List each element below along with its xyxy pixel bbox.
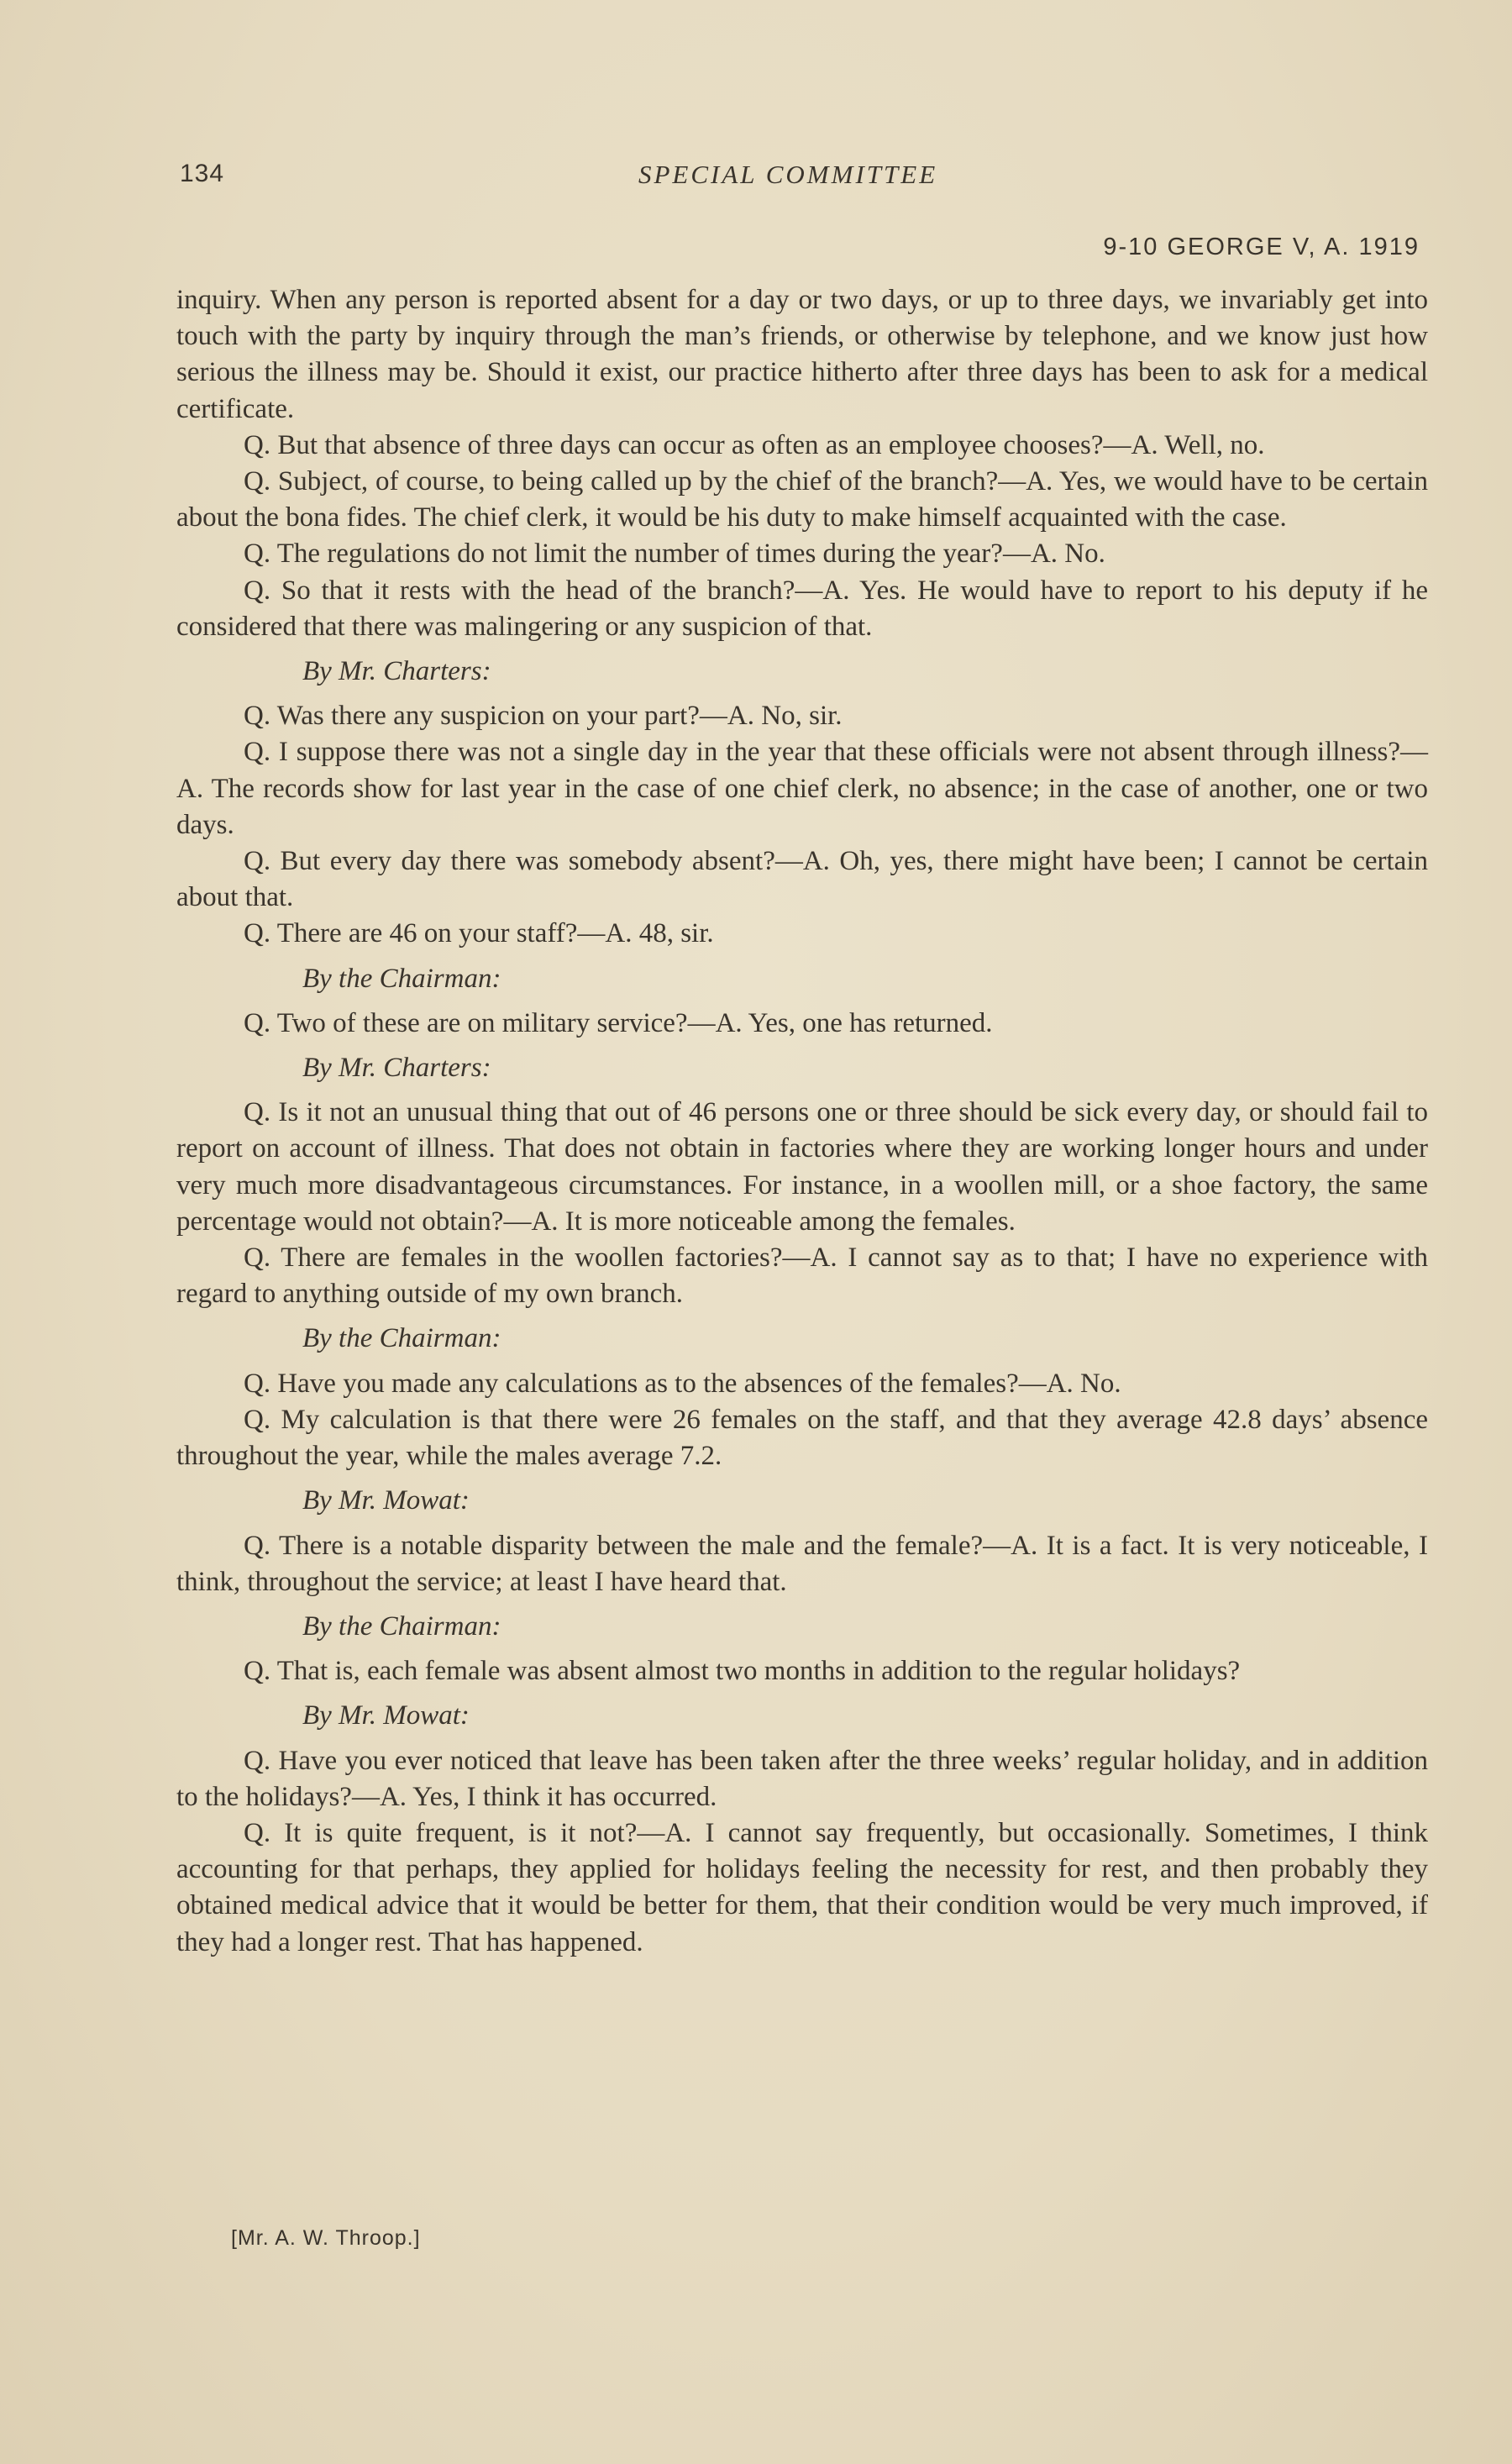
transcript-paragraph: Q. But that absence of three days can occur as often as an employee chooses?—A. Well, no. xyxy=(244,429,1265,460)
transcript-paragraph: Q. Subject, of course, to being called up by the chief of the branch?—A. Yes, we would have to be certain about the bona fides. The chief clerk, it would be his duty to make himself acquainted with the case. xyxy=(176,466,1428,533)
transcript-paragraph: Q. Was there any suspicion on your part?—A. No, sir. xyxy=(244,701,843,732)
running-title: SPECIAL COMMITTEE xyxy=(638,160,938,189)
transcript-paragraph: Q. Have you ever noticed that leave has been taken after the three weeks’ regular holiday, and in addition to the holidays?—A. Yes, I think it has occurred. xyxy=(176,1745,1428,1812)
speaker-heading: By Mr. Charters: xyxy=(302,656,491,687)
page-header xyxy=(176,160,1436,202)
session-line: 9-10 GEORGE V, A. 1919 xyxy=(1103,234,1420,260)
speaker-heading: By Mr. Mowat: xyxy=(302,1700,470,1731)
speaker-heading: By Mr. Charters: xyxy=(302,1053,491,1084)
witness-footer: [Mr. A. W. Throop.] xyxy=(231,2226,421,2250)
transcript-paragraph: Q. The regulations do not limit the number of times during the year?—A. No. xyxy=(244,539,1105,570)
page-number: 134 xyxy=(180,160,225,187)
speaker-heading: By the Chairman: xyxy=(302,1610,501,1642)
transcript-paragraph: Q. I suppose there was not a single day in the year that these officials were not absent through illness?—A. The records show for last year in the case of one chief clerk, no absence; in the case of another, one or two days. xyxy=(176,737,1428,840)
transcript-paragraph: Q. Two of these are on military service?—A. Yes, one has returned. xyxy=(244,1007,993,1038)
transcript-paragraph: Q. That is, each female was absent almost two months in addition to the regular holidays? xyxy=(244,1656,1241,1687)
transcript-paragraph: Q. Have you made any calculations as to the absences of the females?—A. No. xyxy=(244,1368,1121,1399)
transcript-paragraph: Q. So that it rests with the head of the branch?—A. Yes. He would have to report to his deputy if he considered that there was malingering or any suspicion of that. xyxy=(176,575,1428,642)
transcript-body xyxy=(176,282,1428,1961)
transcript-paragraph: Q. There are 46 on your staff?—A. 48, sir. xyxy=(244,918,714,949)
transcript-paragraph: Q. But every day there was somebody absent?—A. Oh, yes, there might have been; I cannot be certain about that. xyxy=(176,846,1428,913)
speaker-heading: By Mr. Mowat: xyxy=(302,1485,470,1516)
transcript-paragraph: Q. Is it not an unusual thing that out of 46 persons one or three should be sick every day, or should fail to report on account of illness. That does not obtain in factories where they are working longer hours and under very much more disadvantageous circumstances. For instance, in a woollen mill, or a shoe factory, the same percentage would not obtain?—A. It is more noticeable among the females. xyxy=(176,1097,1428,1237)
transcript-paragraph: Q. There is a notable disparity between the male and the female?—A. It is a fact. It is very noticeable, I think, throughout the service; at least I have heard that. xyxy=(176,1530,1428,1597)
speaker-heading: By the Chairman: xyxy=(302,963,501,994)
transcript-paragraph: inquiry. When any person is reported absent for a day or two days, or up to three days, we invariably get into touch with the party by inquiry through the man’s friends, or otherwise by telephone, and we know just how serious the illness may be. Should it exist, our practice hitherto after three days has been to ask for a medical certificate. xyxy=(176,285,1428,424)
transcript-paragraph: Q. My calculation is that there were 26 females on the staff, and that they average 42.8 days’ absence throughout the year, while the males average 7.2. xyxy=(176,1404,1428,1472)
speaker-heading: By the Chairman: xyxy=(302,1323,501,1354)
transcript-paragraph: Q. It is quite frequent, is it not?—A. I cannot say frequently, but occasionally. Sometimes, I think accounting for that perhaps, they applied for holidays feeling the necessity for rest, and then probably they obtained medical advice that it would be better for them, that their condition would be very much improved, if they had a longer rest. That has happened. xyxy=(176,1817,1428,1957)
transcript-paragraph: Q. There are females in the woollen factories?—A. I cannot say as to that; I have no experience with regard to anything outside of my own branch. xyxy=(176,1243,1428,1310)
